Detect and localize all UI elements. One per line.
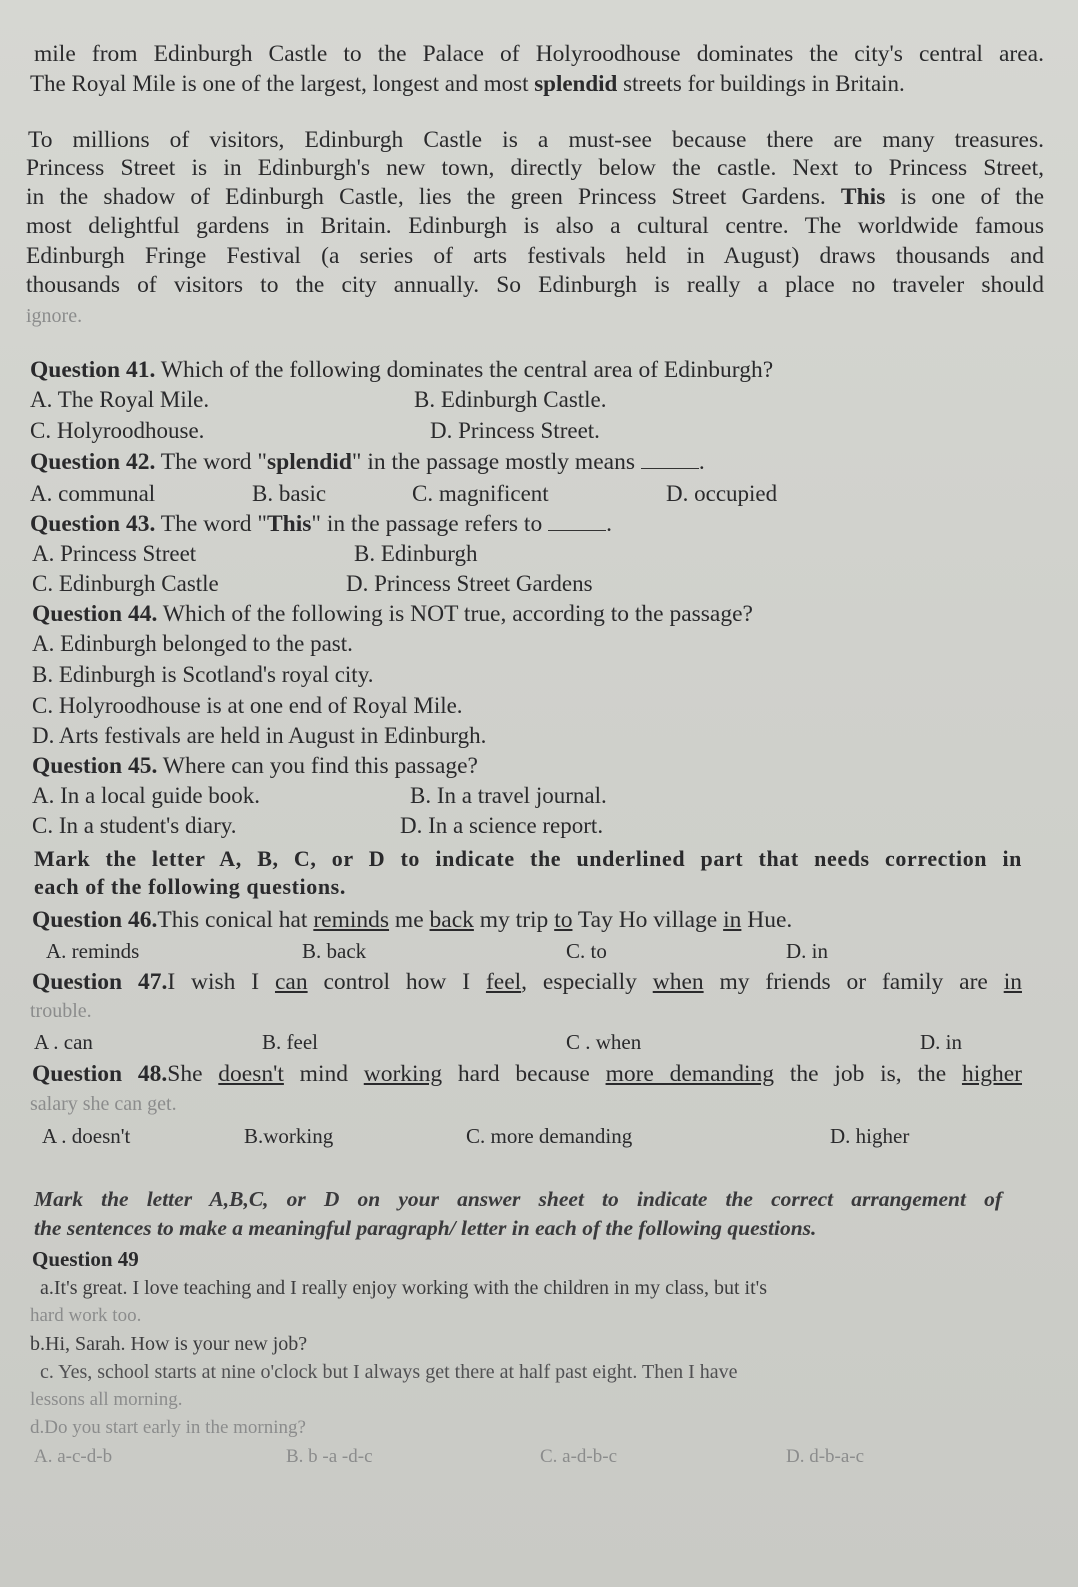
q46-option-b[interactable]: B. back xyxy=(302,939,367,963)
q49-option-a[interactable]: A. a-c-d-b xyxy=(34,1446,113,1467)
q49-sentence-a-continued: hard work too. xyxy=(30,1305,142,1326)
underlined-part: feel xyxy=(485,969,522,995)
question-text: . xyxy=(698,449,705,475)
passage-text: is one of the xyxy=(885,184,1045,210)
question-42 xyxy=(30,448,705,476)
question-47-continued: trouble. xyxy=(30,1000,92,1022)
question-text: the job is, the xyxy=(774,1061,962,1087)
passage-line-1: mile from Edinburgh Castle to the Palace of Holyroodhouse dominates the city's central area. xyxy=(34,41,1044,67)
instruction-arrangement: Mark the letter A,B,C, or D on your answer sheet to indicate the correct arrangement of xyxy=(34,1187,1002,1211)
q43-option-d[interactable]: D. Princess Street Gardens xyxy=(346,571,593,596)
passage-line-4: Princess Street is in Edinburgh's new town, directly below the castle. Next to Princess Street, xyxy=(26,155,1044,181)
passage-line-2 xyxy=(30,70,905,98)
q44-option-c[interactable]: C. Holyroodhouse is at one end of Royal Mile. xyxy=(32,693,463,718)
question-text: Which of the following is NOT true, according to the passage? xyxy=(157,601,753,627)
underlined-part: working xyxy=(363,1061,443,1087)
q44-option-a[interactable]: A. Edinburgh belonged to the past. xyxy=(32,631,353,656)
q44-option-d[interactable]: D. Arts festivals are held in August in Edinburgh. xyxy=(32,723,487,748)
question-text: She xyxy=(167,1061,219,1087)
question-bold-word: This xyxy=(266,511,312,537)
q42-option-c[interactable]: C. magnificent xyxy=(412,481,549,506)
question-text: , especially xyxy=(521,969,653,995)
question-text: The word " xyxy=(155,511,267,537)
question-49-label: Question 49 xyxy=(32,1247,139,1271)
q45-option-b[interactable]: B. In a travel journal. xyxy=(410,783,607,808)
question-48 xyxy=(32,1060,1022,1088)
underlined-part: to xyxy=(554,907,573,933)
question-text: Which of the following dominates the central area of Edinburgh? xyxy=(155,357,774,383)
q41-option-a[interactable]: A. The Royal Mile. xyxy=(30,387,210,412)
q48-option-b[interactable]: B.working xyxy=(244,1124,334,1148)
question-text: " in the passage refers to xyxy=(311,511,549,537)
question-label: Question 48. xyxy=(32,1061,168,1087)
q41-option-b[interactable]: B. Edinburgh Castle. xyxy=(414,387,607,412)
question-47 xyxy=(32,968,1022,996)
question-text: Where can you find this passage? xyxy=(157,753,478,779)
q46-option-d[interactable]: D. in xyxy=(786,939,828,963)
question-label: Question 46. xyxy=(32,907,158,933)
underlined-part: back xyxy=(429,907,474,933)
question-48-continued: salary she can get. xyxy=(30,1093,177,1115)
q45-option-c[interactable]: C. In a student's diary. xyxy=(32,813,237,838)
passage-bold-word: This xyxy=(840,184,886,210)
question-46 xyxy=(32,906,792,934)
passage-bold-word: splendid xyxy=(534,71,618,96)
passage-line-8: thousands of visitors to the city annually. So Edinburgh is really a place no traveler should xyxy=(26,272,1044,298)
passage-line-7: Edinburgh Fringe Festival (a series of arts festivals held in August) draws thousands and xyxy=(26,243,1044,269)
q49-sentence-a: a.It's great. I love teaching and I really enjoy working with the children in my class, but it's xyxy=(40,1277,768,1299)
underlined-part: in xyxy=(1003,969,1022,995)
question-43 xyxy=(30,510,612,538)
question-label: Question 47. xyxy=(32,969,168,995)
underlined-part: more demanding xyxy=(605,1061,775,1087)
instruction-error-identification-2: each of the following questions. xyxy=(34,874,346,899)
question-text: me xyxy=(389,907,430,933)
q46-option-a[interactable]: A. reminds xyxy=(46,939,140,963)
q49-option-b[interactable]: B. b -a -d-c xyxy=(286,1446,373,1467)
q41-option-c[interactable]: C. Holyroodhouse. xyxy=(30,418,205,443)
question-text: The word " xyxy=(155,449,267,475)
question-bold-word: splendid xyxy=(266,449,352,475)
q45-option-d[interactable]: D. In a science report. xyxy=(400,813,604,838)
underlined-part: when xyxy=(652,969,704,995)
q49-sentence-d: d.Do you start early in the morning? xyxy=(30,1417,306,1438)
q43-option-b[interactable]: B. Edinburgh xyxy=(354,541,478,566)
underlined-part: in xyxy=(723,907,742,933)
q49-sentence-b: b.Hi, Sarah. How is your new job? xyxy=(30,1333,308,1355)
question-text: This conical hat xyxy=(157,907,314,933)
q44-option-b[interactable]: B. Edinburgh is Scotland's royal city. xyxy=(32,662,374,687)
question-41 xyxy=(30,356,773,384)
q46-option-c[interactable]: C. to xyxy=(566,939,607,963)
q47-option-c[interactable]: C . when xyxy=(566,1030,642,1054)
q42-option-a[interactable]: A. communal xyxy=(30,481,156,506)
q49-sentence-c-continued: lessons all morning. xyxy=(30,1389,183,1410)
q47-option-b[interactable]: B. feel xyxy=(262,1030,318,1054)
q42-option-b[interactable]: B. basic xyxy=(252,481,327,506)
answer-blank xyxy=(548,512,606,531)
question-text: Hue. xyxy=(741,907,793,933)
q41-option-d[interactable]: D. Princess Street. xyxy=(430,418,600,443)
q49-sentence-c: c. Yes, school starts at nine o'clock but I always get there at half past eight. Then I have xyxy=(40,1361,738,1383)
q43-option-a[interactable]: A. Princess Street xyxy=(32,541,197,566)
question-text: my friends or family are xyxy=(703,969,1004,995)
instruction-arrangement-2: the sentences to make a meaningful paragraph/ letter in each of the following questions. xyxy=(34,1216,817,1240)
question-label: Question 43. xyxy=(30,511,156,537)
answer-blank xyxy=(641,450,699,469)
underlined-part: can xyxy=(274,969,308,995)
q48-option-c[interactable]: C. more demanding xyxy=(466,1124,633,1148)
passage-line-9: ignore. xyxy=(26,305,83,327)
question-label: Question 45. xyxy=(32,753,158,779)
passage-line-6: most delightful gardens in Britain. Edinburgh is also a cultural centre. The worldwide famous xyxy=(26,213,1044,239)
question-text: . xyxy=(606,511,612,537)
q47-option-d[interactable]: D. in xyxy=(920,1030,962,1054)
underlined-part: doesn't xyxy=(218,1061,284,1087)
q48-option-a[interactable]: A . doesn't xyxy=(42,1124,131,1148)
question-label: Question 44. xyxy=(32,601,158,627)
q45-option-a[interactable]: A. In a local guide book. xyxy=(32,783,261,808)
question-label: Question 42. xyxy=(30,449,156,475)
passage-text: The Royal Mile is one of the largest, longest and most xyxy=(30,71,535,96)
question-44 xyxy=(32,600,753,628)
q47-option-a[interactable]: A . can xyxy=(34,1030,93,1054)
q49-option-d[interactable]: D. d-b-a-c xyxy=(786,1446,865,1467)
passage-text: in the shadow of Edinburgh Castle, lies the green Princess Street Gardens. xyxy=(26,184,841,210)
underlined-part: reminds xyxy=(313,907,390,933)
q42-option-d[interactable]: D. occupied xyxy=(666,481,778,506)
question-text: Tay Ho village xyxy=(572,907,724,933)
q49-option-c[interactable]: C. a-d-b-c xyxy=(540,1446,618,1467)
q43-option-c[interactable]: C. Edinburgh Castle xyxy=(32,571,219,596)
passage-line-3: To millions of visitors, Edinburgh Castle is a must-see because there are many treasures. xyxy=(28,127,1044,153)
question-text: my trip xyxy=(473,907,555,933)
underlined-part: higher xyxy=(961,1061,1022,1087)
q48-option-d[interactable]: D. higher xyxy=(830,1124,910,1148)
question-label: Question 41. xyxy=(30,357,156,383)
passage-text: streets for buildings in Britain. xyxy=(617,71,905,96)
passage-line-5 xyxy=(26,183,1044,211)
question-text: I wish I xyxy=(167,969,275,995)
question-text: mind xyxy=(283,1061,364,1087)
question-text: control how I xyxy=(307,969,486,995)
question-45 xyxy=(32,752,478,780)
question-text: " in the passage mostly means xyxy=(351,449,641,475)
instruction-error-identification: Mark the letter A, B, C, or D to indicate the underlined part that needs correction in xyxy=(34,846,1022,871)
question-text: hard because xyxy=(442,1061,606,1087)
